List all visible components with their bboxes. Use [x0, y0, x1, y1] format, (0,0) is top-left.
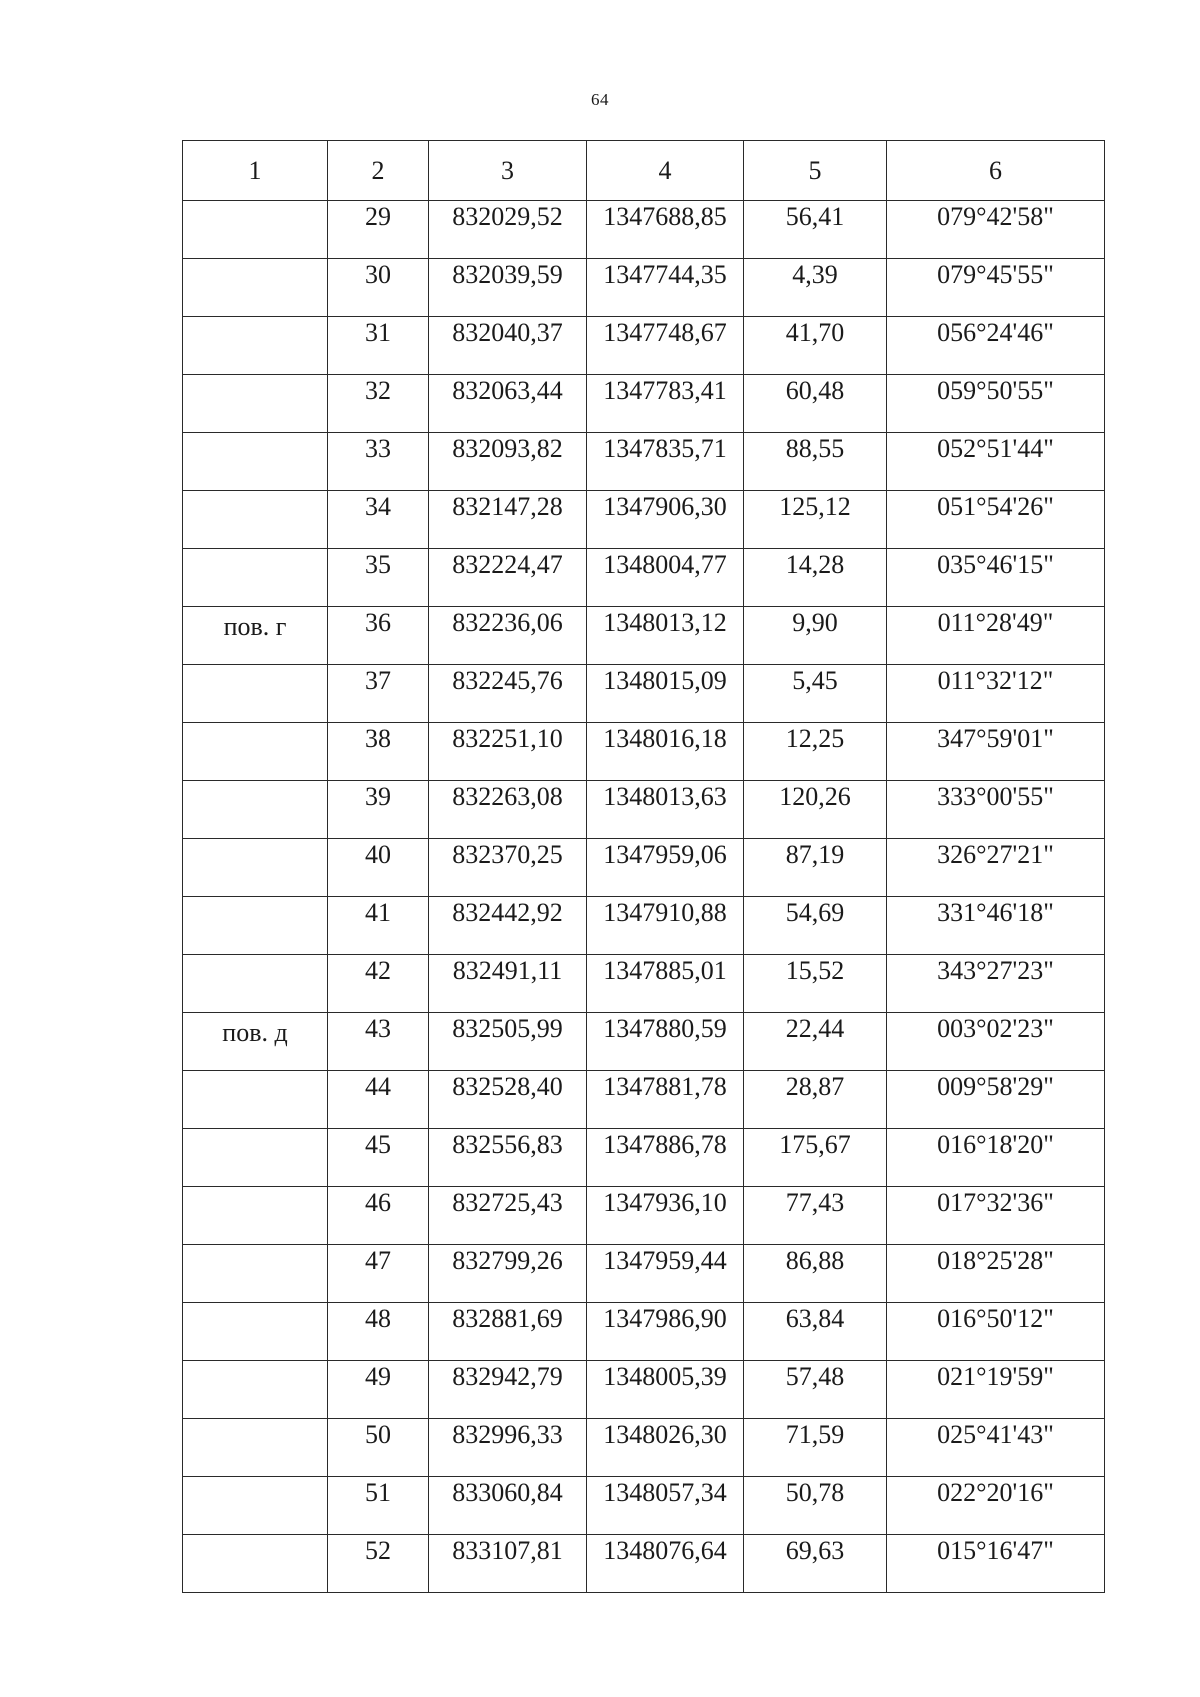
point-number-cell: 33 — [328, 433, 429, 491]
turn-label-cell — [183, 665, 328, 723]
table-row — [183, 317, 1105, 375]
y-coordinate-cell: 1347986,90 — [587, 1303, 744, 1361]
segment-length-cell: 12,25 — [744, 723, 887, 781]
y-coordinate-cell: 1348004,77 — [587, 549, 744, 607]
direction-angle-cell: 021°19'59" — [887, 1361, 1105, 1419]
direction-angle-cell: 009°58'29" — [887, 1071, 1105, 1129]
x-coordinate-cell: 832725,43 — [429, 1187, 587, 1245]
y-coordinate-cell: 1347959,44 — [587, 1245, 744, 1303]
segment-length-cell: 50,78 — [744, 1477, 887, 1535]
y-coordinate-cell: 1348013,63 — [587, 781, 744, 839]
turn-label-cell — [183, 1477, 328, 1535]
header-row — [183, 141, 1105, 201]
point-number-cell: 37 — [328, 665, 429, 723]
table-row — [183, 897, 1105, 955]
y-coordinate-cell: 1348026,30 — [587, 1419, 744, 1477]
direction-angle-cell: 025°41'43" — [887, 1419, 1105, 1477]
y-coordinate-cell: 1348013,12 — [587, 607, 744, 665]
x-coordinate-cell: 832039,59 — [429, 259, 587, 317]
x-coordinate-cell: 832370,25 — [429, 839, 587, 897]
x-coordinate-cell: 833060,84 — [429, 1477, 587, 1535]
turn-label-cell — [183, 259, 328, 317]
table-row — [183, 1187, 1105, 1245]
segment-length-cell: 9,90 — [744, 607, 887, 665]
turn-label-cell — [183, 1361, 328, 1419]
x-coordinate-cell: 832942,79 — [429, 1361, 587, 1419]
x-coordinate-cell: 832040,37 — [429, 317, 587, 375]
direction-angle-cell: 059°50'55" — [887, 375, 1105, 433]
direction-angle-cell: 056°24'46" — [887, 317, 1105, 375]
segment-length-cell: 77,43 — [744, 1187, 887, 1245]
table-body — [183, 201, 1105, 1593]
turn-label-cell — [183, 433, 328, 491]
point-number-cell: 36 — [328, 607, 429, 665]
segment-length-cell: 60,48 — [744, 375, 887, 433]
y-coordinate-cell: 1348005,39 — [587, 1361, 744, 1419]
y-coordinate-cell: 1347936,10 — [587, 1187, 744, 1245]
point-number-cell: 31 — [328, 317, 429, 375]
x-coordinate-cell: 833107,81 — [429, 1535, 587, 1593]
table-row — [183, 549, 1105, 607]
segment-length-cell: 87,19 — [744, 839, 887, 897]
segment-length-cell: 86,88 — [744, 1245, 887, 1303]
turn-label-cell — [183, 839, 328, 897]
point-number-cell: 49 — [328, 1361, 429, 1419]
segment-length-cell: 54,69 — [744, 897, 887, 955]
coordinates-table — [182, 140, 1105, 1593]
point-number-cell: 39 — [328, 781, 429, 839]
x-coordinate-cell: 832093,82 — [429, 433, 587, 491]
turn-label-cell — [183, 897, 328, 955]
x-coordinate-cell: 832147,28 — [429, 491, 587, 549]
column-header-2: 2 — [328, 141, 429, 201]
x-coordinate-cell: 832556,83 — [429, 1129, 587, 1187]
direction-angle-cell: 022°20'16" — [887, 1477, 1105, 1535]
column-header-1: 1 — [183, 141, 328, 201]
table-row — [183, 1129, 1105, 1187]
y-coordinate-cell: 1347748,67 — [587, 317, 744, 375]
segment-length-cell: 41,70 — [744, 317, 887, 375]
point-number-cell: 50 — [328, 1419, 429, 1477]
y-coordinate-cell: 1348015,09 — [587, 665, 744, 723]
table-row — [183, 201, 1105, 259]
point-number-cell: 38 — [328, 723, 429, 781]
segment-length-cell: 56,41 — [744, 201, 887, 259]
column-header-4: 4 — [587, 141, 744, 201]
y-coordinate-cell: 1347910,88 — [587, 897, 744, 955]
turn-label-cell — [183, 1187, 328, 1245]
y-coordinate-cell: 1347688,85 — [587, 201, 744, 259]
direction-angle-cell: 052°51'44" — [887, 433, 1105, 491]
direction-angle-cell: 051°54'26" — [887, 491, 1105, 549]
table-row — [183, 1361, 1105, 1419]
turn-label-cell — [183, 1303, 328, 1361]
table-row — [183, 1535, 1105, 1593]
direction-angle-cell: 326°27'21" — [887, 839, 1105, 897]
direction-angle-cell: 035°46'15" — [887, 549, 1105, 607]
y-coordinate-cell: 1347783,41 — [587, 375, 744, 433]
table-row — [183, 781, 1105, 839]
turn-label-cell — [183, 1245, 328, 1303]
direction-angle-cell: 011°32'12" — [887, 665, 1105, 723]
segment-length-cell: 28,87 — [744, 1071, 887, 1129]
point-number-cell: 32 — [328, 375, 429, 433]
x-coordinate-cell: 832491,11 — [429, 955, 587, 1013]
y-coordinate-cell: 1347885,01 — [587, 955, 744, 1013]
point-number-cell: 47 — [328, 1245, 429, 1303]
point-number-cell: 42 — [328, 955, 429, 1013]
segment-length-cell: 15,52 — [744, 955, 887, 1013]
direction-angle-cell: 017°32'36" — [887, 1187, 1105, 1245]
y-coordinate-cell: 1347906,30 — [587, 491, 744, 549]
table-row — [183, 1303, 1105, 1361]
y-coordinate-cell: 1347881,78 — [587, 1071, 744, 1129]
point-number-cell: 51 — [328, 1477, 429, 1535]
segment-length-cell: 71,59 — [744, 1419, 887, 1477]
table-row — [183, 1245, 1105, 1303]
column-header-5: 5 — [744, 141, 887, 201]
direction-angle-cell: 331°46'18" — [887, 897, 1105, 955]
table-row — [183, 1477, 1105, 1535]
point-number-cell: 41 — [328, 897, 429, 955]
point-number-cell: 35 — [328, 549, 429, 607]
turn-label-cell — [183, 1129, 328, 1187]
direction-angle-cell: 079°45'55" — [887, 259, 1105, 317]
x-coordinate-cell: 832263,08 — [429, 781, 587, 839]
table-row — [183, 607, 1105, 665]
turn-label-cell: пов. д — [183, 1013, 328, 1071]
table-row — [183, 1071, 1105, 1129]
table-row — [183, 839, 1105, 897]
y-coordinate-cell: 1348076,64 — [587, 1535, 744, 1593]
direction-angle-cell: 018°25'28" — [887, 1245, 1105, 1303]
x-coordinate-cell: 832881,69 — [429, 1303, 587, 1361]
point-number-cell: 40 — [328, 839, 429, 897]
table-header — [183, 141, 1105, 201]
table-row — [183, 433, 1105, 491]
point-number-cell: 46 — [328, 1187, 429, 1245]
x-coordinate-cell: 832245,76 — [429, 665, 587, 723]
point-number-cell: 48 — [328, 1303, 429, 1361]
direction-angle-cell: 015°16'47" — [887, 1535, 1105, 1593]
table-row — [183, 955, 1105, 1013]
x-coordinate-cell: 832505,99 — [429, 1013, 587, 1071]
turn-label-cell — [183, 201, 328, 259]
x-coordinate-cell: 832528,40 — [429, 1071, 587, 1129]
turn-label-cell — [183, 1419, 328, 1477]
x-coordinate-cell: 832224,47 — [429, 549, 587, 607]
point-number-cell: 44 — [328, 1071, 429, 1129]
y-coordinate-cell: 1348057,34 — [587, 1477, 744, 1535]
turn-label-cell — [183, 317, 328, 375]
turn-label-cell: пов. г — [183, 607, 328, 665]
segment-length-cell: 69,63 — [744, 1535, 887, 1593]
turn-label-cell — [183, 1535, 328, 1593]
segment-length-cell: 125,12 — [744, 491, 887, 549]
x-coordinate-cell: 832251,10 — [429, 723, 587, 781]
point-number-cell: 52 — [328, 1535, 429, 1593]
point-number-cell: 43 — [328, 1013, 429, 1071]
point-number-cell: 29 — [328, 201, 429, 259]
segment-length-cell: 4,39 — [744, 259, 887, 317]
y-coordinate-cell: 1347835,71 — [587, 433, 744, 491]
direction-angle-cell: 347°59'01" — [887, 723, 1105, 781]
column-header-3: 3 — [429, 141, 587, 201]
table-row — [183, 375, 1105, 433]
direction-angle-cell: 079°42'58" — [887, 201, 1105, 259]
turn-label-cell — [183, 549, 328, 607]
x-coordinate-cell: 832029,52 — [429, 201, 587, 259]
point-number-cell: 45 — [328, 1129, 429, 1187]
direction-angle-cell: 011°28'49" — [887, 607, 1105, 665]
table-row — [183, 1419, 1105, 1477]
page-number: 64 — [591, 90, 609, 109]
x-coordinate-cell: 832063,44 — [429, 375, 587, 433]
table-row — [183, 491, 1105, 549]
y-coordinate-cell: 1347880,59 — [587, 1013, 744, 1071]
segment-length-cell: 57,48 — [744, 1361, 887, 1419]
point-number-cell: 30 — [328, 259, 429, 317]
x-coordinate-cell: 832236,06 — [429, 607, 587, 665]
direction-angle-cell: 016°50'12" — [887, 1303, 1105, 1361]
y-coordinate-cell: 1347744,35 — [587, 259, 744, 317]
table-row — [183, 665, 1105, 723]
segment-length-cell: 5,45 — [744, 665, 887, 723]
segment-length-cell: 63,84 — [744, 1303, 887, 1361]
table-row — [183, 259, 1105, 317]
segment-length-cell: 120,26 — [744, 781, 887, 839]
segment-length-cell: 22,44 — [744, 1013, 887, 1071]
direction-angle-cell: 333°00'55" — [887, 781, 1105, 839]
direction-angle-cell: 343°27'23" — [887, 955, 1105, 1013]
turn-label-cell — [183, 1071, 328, 1129]
x-coordinate-cell: 832996,33 — [429, 1419, 587, 1477]
y-coordinate-cell: 1347886,78 — [587, 1129, 744, 1187]
direction-angle-cell: 016°18'20" — [887, 1129, 1105, 1187]
x-coordinate-cell: 832442,92 — [429, 897, 587, 955]
x-coordinate-cell: 832799,26 — [429, 1245, 587, 1303]
segment-length-cell: 14,28 — [744, 549, 887, 607]
turn-label-cell — [183, 375, 328, 433]
segment-length-cell: 175,67 — [744, 1129, 887, 1187]
turn-label-cell — [183, 781, 328, 839]
turn-label-cell — [183, 955, 328, 1013]
segment-length-cell: 88,55 — [744, 433, 887, 491]
y-coordinate-cell: 1347959,06 — [587, 839, 744, 897]
table-row — [183, 1013, 1105, 1071]
direction-angle-cell: 003°02'23" — [887, 1013, 1105, 1071]
y-coordinate-cell: 1348016,18 — [587, 723, 744, 781]
point-number-cell: 34 — [328, 491, 429, 549]
turn-label-cell — [183, 723, 328, 781]
table-row — [183, 723, 1105, 781]
column-header-6: 6 — [887, 141, 1105, 201]
turn-label-cell — [183, 491, 328, 549]
